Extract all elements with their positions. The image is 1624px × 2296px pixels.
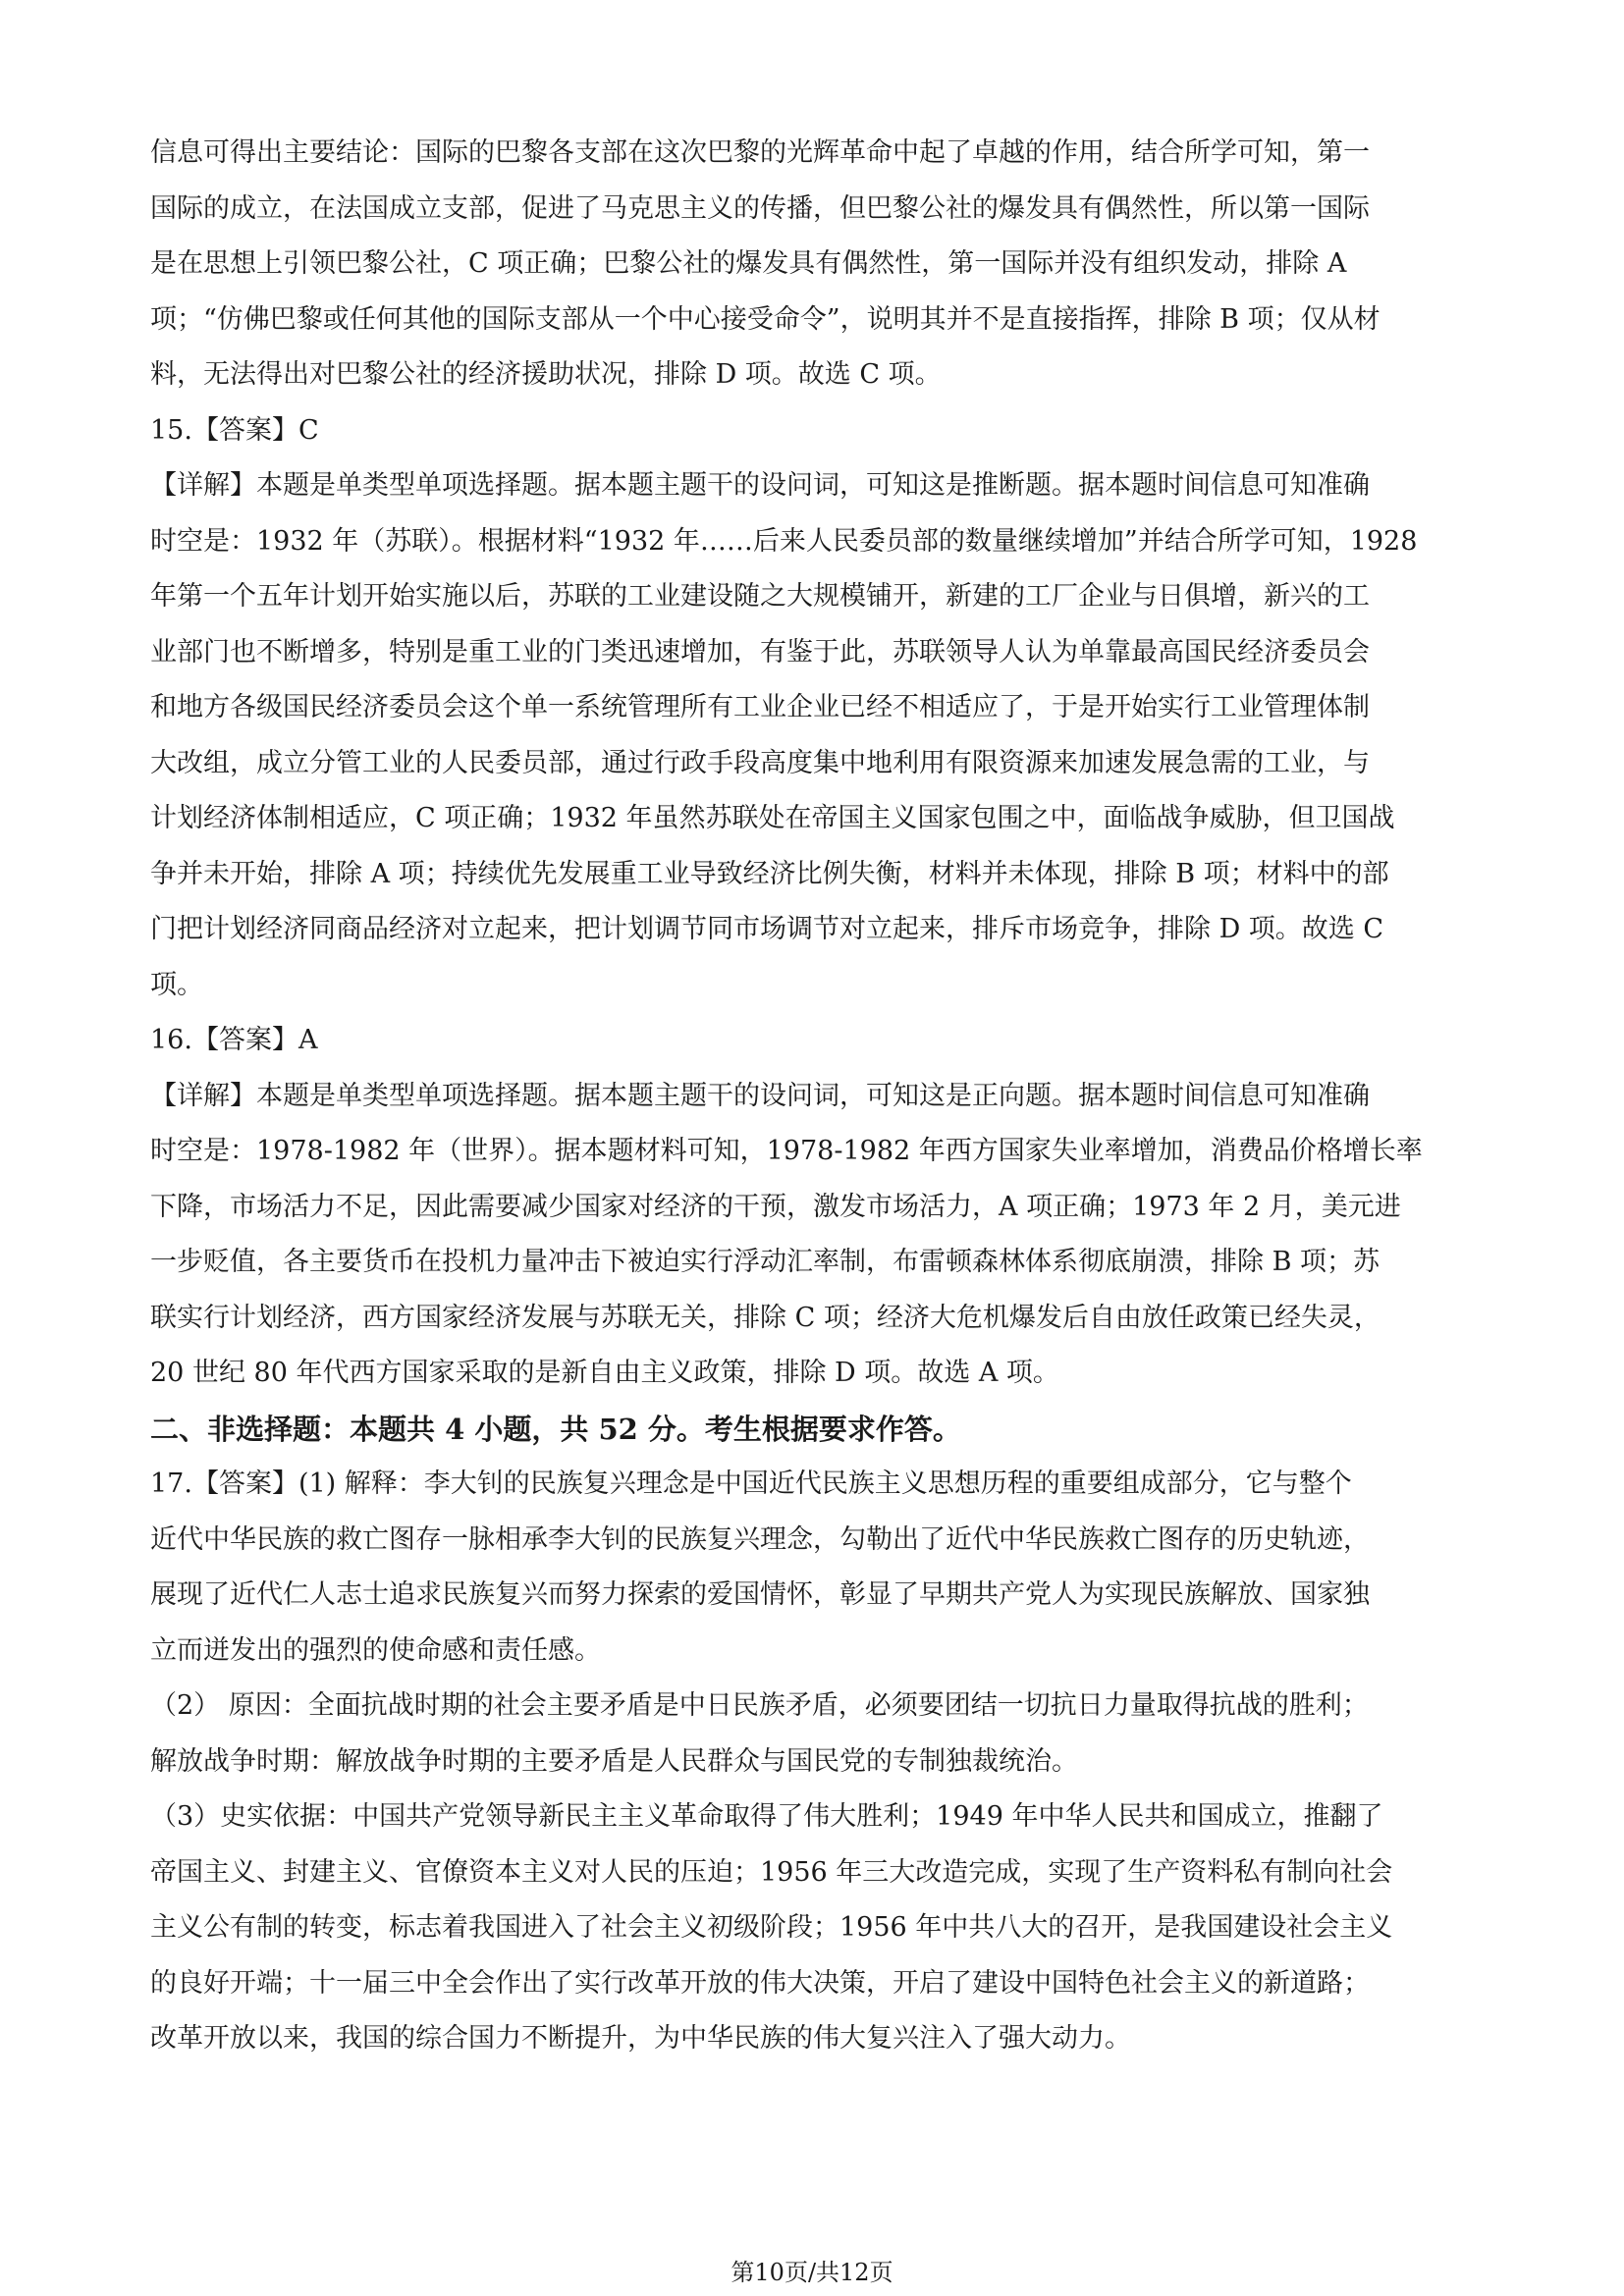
text-line: 争并未开始，排除 A 项；持续优先发展重工业导致经济比例失衡，材料并未体现，排除 B 项；材料中的部 bbox=[150, 858, 1389, 889]
text-line: 主义公有制的转变，标志着我国进入了社会主义初级阶段；1956 年中共八大的召开，是我国建设社会主义 bbox=[150, 1912, 1393, 1943]
text-line: 门把计划经济同商品经济对立起来，把计划调节同市场调节对立起来，排斥市场竞争，排除 D 项。故选 C bbox=[150, 914, 1384, 944]
text-line: 国际的成立，在法国成立支部，促进了马克思主义的传播，但巴黎公社的爆发具有偶然性，所以第一国际 bbox=[150, 192, 1370, 224]
text-line: 时空是：1978-1982 年（世界）。据本题材料可知，1978-1982 年西方国家失业率增加，消费品价格增长率 bbox=[150, 1136, 1423, 1166]
text-line: 16.【答案】A bbox=[150, 1025, 318, 1055]
text-line: 时空是：1932 年（苏联）。根据材料“1932 年……后来人民委员部的数量继续增加”并结合所学可知，1928 bbox=[150, 525, 1418, 557]
text-line: 展现了近代仁人志士追求民族复兴而努力探索的爱国情怀，彰显了早期共产党人为实现民族解放、国家独 bbox=[150, 1579, 1370, 1610]
text-line: 15.【答案】C bbox=[150, 414, 319, 446]
text-line: 立而迸发出的强烈的使命感和责任感。 bbox=[150, 1634, 601, 1666]
text-line: 大改组，成立分管工业的人民委员部，通过行政手段高度集中地利用有限资源来加速发展急需的工业，与 bbox=[150, 747, 1370, 778]
text-line: 20 世纪 80 年代西方国家采取的是新自由主义政策，排除 D 项。故选 A 项。 bbox=[150, 1358, 1059, 1388]
section-heading: 二、非选择题：本题共 4 小题，共 52 分。考生根据要求作答。 bbox=[150, 1412, 961, 1446]
text-line: （3）史实依据：中国共产党领导新民主主义革命取得了伟大胜利；1949 年中华人民共和国成立，推翻了 bbox=[150, 1801, 1383, 1832]
text-line: 项。 bbox=[150, 969, 203, 1000]
text-line: 是在思想上引领巴黎公社，C 项正确；巴黎公社的爆发具有偶然性，第一国际并没有组织发动，排除 A bbox=[150, 248, 1347, 279]
text-line: 帝国主义、封建主义、官僚资本主义对人民的压迫；1956 年三大改造完成，实现了生产资料私有制向社会 bbox=[150, 1856, 1393, 1888]
page-number: 第10页/共12页 bbox=[731, 2259, 893, 2286]
text-line: 解放战争时期：解放战争时期的主要矛盾是人民群众与国民党的专制独裁统治。 bbox=[150, 1745, 1078, 1777]
text-line: 和地方各级国民经济委员会这个单一系统管理所有工业企业已经不相适应了，于是开始实行工业管理体制 bbox=[150, 692, 1370, 722]
text-line: 下降，市场活力不足，因此需要减少国家对经济的干预，激发市场活力，A 项正确；1973 年 2 月，美元进 bbox=[150, 1191, 1401, 1222]
text-line: 联实行计划经济，西方国家经济发展与苏联无关，排除 C 项；经济大危机爆发后自由放任政策已经失灵， bbox=[150, 1302, 1380, 1333]
text-line: （2） 原因：全面抗战时期的社会主要矛盾是中日民族矛盾，必须要团结一切抗日力量取得抗战的胜利； bbox=[150, 1690, 1369, 1721]
text-line: 近代中华民族的救亡图存一脉相承李大钊的民族复兴理念，勾勒出了近代中华民族救亡图存的历史轨迹， bbox=[150, 1523, 1370, 1555]
text-line: 的良好开端；十一届三中全会作出了实行改革开放的伟大决策，开启了建设中国特色社会主义的新道路； bbox=[150, 1967, 1370, 1999]
text-line: 业部门也不断增多，特别是重工业的门类迅速增加，有鉴于此，苏联领导人认为单靠最高国民经济委员会 bbox=[150, 636, 1370, 667]
text-line: 料，无法得出对巴黎公社的经济援助状况，排除 D 项。故选 C 项。 bbox=[150, 359, 942, 390]
text-line: 信息可得出主要结论：国际的巴黎各支部在这次巴黎的光辉革命中起了卓越的作用，结合所学可知，第一 bbox=[150, 137, 1370, 168]
document-body bbox=[150, 126, 1486, 2067]
text-line: 计划经济体制相适应，C 项正确；1932 年虽然苏联处在帝国主义国家包围之中，面临战争威胁，但卫国战 bbox=[150, 803, 1395, 833]
text-line: 17.【答案】(1) 解释：李大钊的民族复兴理念是中国近代民族主义思想历程的重要组成部分，它与整个 bbox=[150, 1468, 1352, 1499]
text-line: 一步贬值，各主要货币在投机力量冲击下被迫实行浮动汇率制，布雷顿森林体系彻底崩溃，排除 B 项；苏 bbox=[150, 1247, 1380, 1277]
text-line: 年第一个五年计划开始实施以后，苏联的工业建设随之大规模铺开，新建的工厂企业与日俱增，新兴的工 bbox=[150, 581, 1370, 612]
text-line: 【详解】本题是单类型单项选择题。据本题主题干的设问词，可知这是推断题。据本题时间信息可知准确 bbox=[150, 470, 1370, 501]
text-line: 项；“仿佛巴黎或任何其他的国际支部从一个中心接受命令”，说明其并不是直接指挥，排除 B 项；仅从材 bbox=[150, 303, 1380, 335]
text-line: 改革开放以来，我国的综合国力不断提升，为中华民族的伟大复兴注入了强大动力。 bbox=[150, 2023, 1131, 2054]
text-line: 【详解】本题是单类型单项选择题。据本题主题干的设问词，可知这是正向题。据本题时间信息可知准确 bbox=[150, 1080, 1370, 1111]
